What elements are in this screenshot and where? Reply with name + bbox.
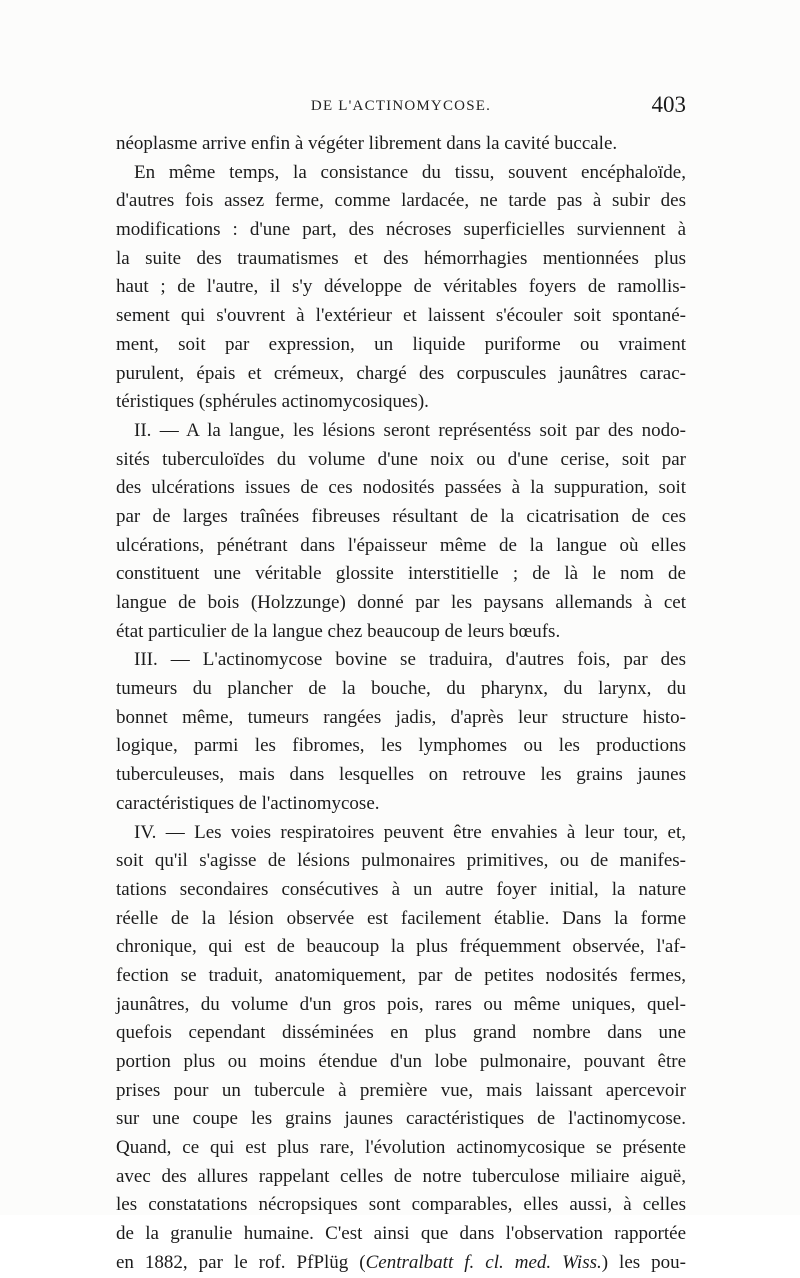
text-line: langue de bois (Holzzunge) donné par les paysans allemands à cet	[116, 592, 686, 613]
text-line: quefois cependant disséminées en plus grand nombre dans une	[116, 1022, 686, 1044]
text-line: ulcérations, pénétrant dans l'épaisseur même de la langue où elles	[116, 534, 686, 556]
body-text	[116, 130, 686, 1278]
text-line: par de larges traînées fibreuses résultant de la cicatrisation de ces	[116, 505, 686, 527]
text-line: d'autres fois assez ferme, comme lardacée, ne tarde pas à subir des	[116, 190, 686, 212]
text-line: III. — L'actinomycose bovine se traduira, d'autres fois, par des	[134, 649, 686, 671]
text-line: En même temps, la consistance du tissu, souvent encéphaloïde,	[134, 161, 686, 183]
text-line: bonnet même, tumeurs rangées jadis, d'après leur structure histo-	[116, 706, 686, 728]
text-line: tumeurs du plancher de la bouche, du pharynx, du larynx, du	[116, 678, 686, 700]
text-line: réelle de la lésion observée est facilement établie. Dans la forme	[116, 907, 686, 929]
text-line: téristiques (sphérules actinomycosiques).	[116, 391, 429, 413]
text-line: des ulcérations issues de ces nodosités passées à la suppuration, soit	[116, 477, 686, 499]
text-line: haut ; de l'autre, il s'y développe de véritables foyers de ramollis-	[116, 276, 686, 298]
text-line: portion plus ou moins étendue d'un lobe pulmonaire, pouvant être	[116, 1051, 686, 1072]
running-title: DE L'ACTINOMYCOSE.	[310, 98, 492, 114]
text-line: avec des allures rappelant celles de notre tuberculose miliaire aiguë,	[116, 1165, 686, 1187]
text-line: chronique, qui est de beaucoup la plus fréquemment observée, l'af-	[116, 936, 686, 958]
text-line: néoplasme arrive enfin à végéter librement dans la cavité buccale.	[116, 133, 618, 154]
text-line: Quand, ce qui est plus rare, l'évolution actinomycosique se présente	[116, 1137, 686, 1159]
running-head	[116, 92, 686, 122]
text-line: purulent, épais et crémeux, chargé des corpuscules jaunâtres carac-	[116, 362, 686, 384]
text-line-final	[116, 1249, 686, 1278]
text-line: jaunâtres, du volume d'un gros pois, rares ou même uniques, quel-	[116, 993, 686, 1015]
text-line: ment, soit par expression, un liquide puriforme ou vraiment	[116, 333, 686, 355]
text-line: soit qu'il s'agisse de lésions pulmonaires primitives, ou de manifes-	[116, 850, 686, 872]
journal-citation: Centralbatt f. cl. med. Wiss.	[365, 1251, 602, 1273]
page-number: 403	[651, 92, 686, 117]
text-line: la suite des traumatismes et des hémorrhagies mentionnées plus	[116, 247, 686, 269]
text-line: état particulier de la langue chez beaucoup de leurs bœufs.	[116, 620, 561, 642]
text-line: prises pour un tubercule à première vue, mais laissant apercevoir	[116, 1079, 686, 1101]
text-line: IV. — Les voies respiratoires peuvent être envahies à leur tour, et,	[134, 821, 686, 843]
text-line: sur une coupe les grains jaunes caractéristiques de l'actinomycose.	[116, 1108, 686, 1130]
text-line: fection se traduit, anatomiquement, par de petites nodosités fermes,	[116, 964, 686, 986]
text-line: modifications : d'une part, des nécroses superficielles surviennent à	[116, 219, 686, 241]
text-line: logique, parmi les fibromes, les lymphomes ou les productions	[116, 735, 686, 757]
text-line: caractéristiques de l'actinomycose.	[116, 792, 380, 814]
final-line-before: en 1882, par le rof. PfPlüg (	[116, 1251, 366, 1273]
text-line: sement qui s'ouvrent à l'extérieur et laissent s'écouler soit spontané-	[116, 305, 686, 327]
text-line: tuberculeuses, mais dans lesquelles on retrouve les grains jaunes	[116, 764, 686, 786]
text-line: sités tuberculoïdes du volume d'une noix ou d'une cerise, soit par	[116, 448, 686, 470]
text-line: constituent une véritable glossite interstitielle ; de là le nom de	[116, 563, 686, 585]
text-line: tations secondaires consécutives à un autre foyer initial, la nature	[116, 878, 686, 900]
text-line: II. — A la langue, les lésions seront représentéss soit par des nodo-	[134, 419, 686, 441]
final-line-after: ) les pou-	[601, 1251, 686, 1273]
text-line: les constatations nécropsiques sont comparables, elles aussi, à celles	[116, 1194, 686, 1216]
text-line: de la granulie humaine. C'est ainsi que dans l'observation rapportée	[116, 1223, 686, 1245]
